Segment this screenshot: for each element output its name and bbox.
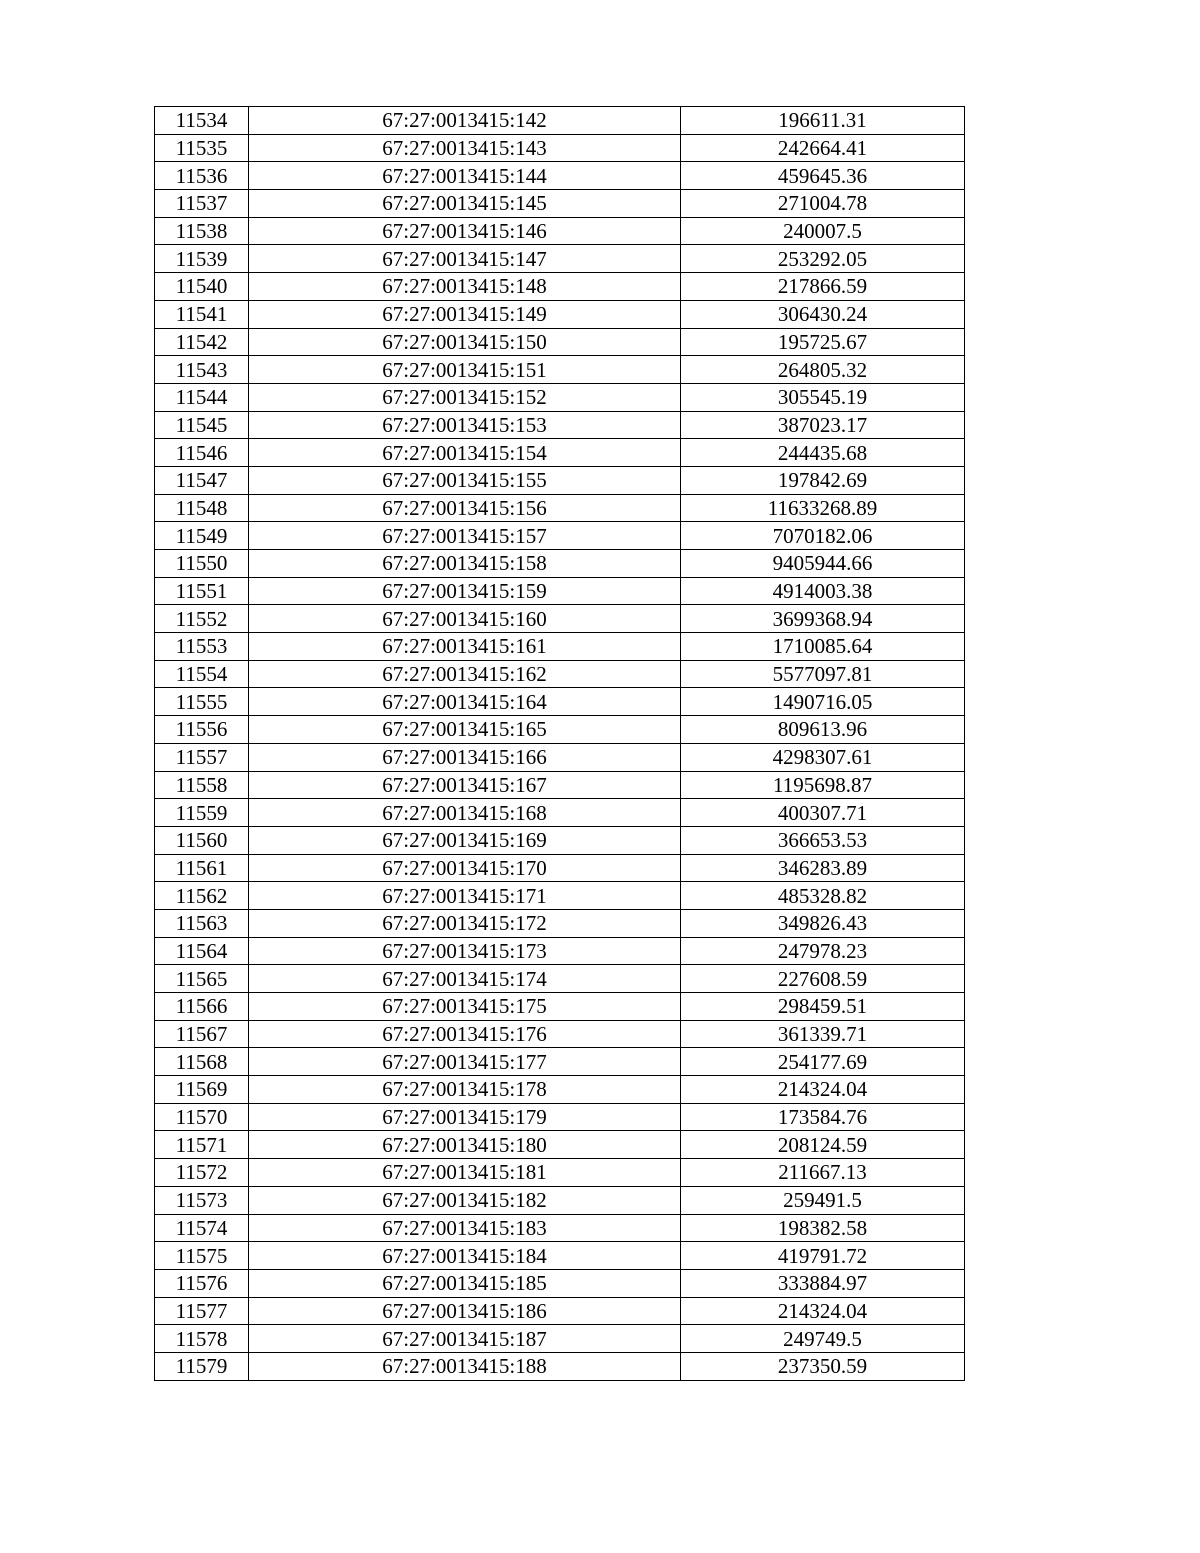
- table-row: [155, 909, 965, 937]
- cadastral-number-cell: 67:27:0013415:183: [249, 1214, 681, 1242]
- value-cell: 7070182.06: [681, 522, 965, 550]
- table-row: [155, 1076, 965, 1104]
- table-row: [155, 771, 965, 799]
- value-cell: 485328.82: [681, 882, 965, 910]
- row-number-cell: 11567: [155, 1020, 249, 1048]
- value-cell: 1710085.64: [681, 633, 965, 661]
- row-number-cell: 11569: [155, 1076, 249, 1104]
- row-number-cell: 11544: [155, 383, 249, 411]
- row-number-cell: 11540: [155, 273, 249, 301]
- table-row: [155, 439, 965, 467]
- table-row: [155, 605, 965, 633]
- table-row: [155, 799, 965, 827]
- row-number-cell: 11576: [155, 1269, 249, 1297]
- value-cell: 214324.04: [681, 1076, 965, 1104]
- cadastral-number-cell: 67:27:0013415:176: [249, 1020, 681, 1048]
- row-number-cell: 11538: [155, 217, 249, 245]
- value-cell: 9405944.66: [681, 550, 965, 578]
- cadastral-number-cell: 67:27:0013415:175: [249, 993, 681, 1021]
- value-cell: 211667.13: [681, 1159, 965, 1187]
- table-row: [155, 1131, 965, 1159]
- row-number-cell: 11568: [155, 1048, 249, 1076]
- row-number-cell: 11551: [155, 577, 249, 605]
- value-cell: 459645.36: [681, 162, 965, 190]
- row-number-cell: 11546: [155, 439, 249, 467]
- table-row: [155, 1159, 965, 1187]
- cadastral-number-cell: 67:27:0013415:164: [249, 688, 681, 716]
- row-number-cell: 11577: [155, 1297, 249, 1325]
- value-cell: 264805.32: [681, 356, 965, 384]
- cadastral-number-cell: 67:27:0013415:151: [249, 356, 681, 384]
- cadastral-number-cell: 67:27:0013415:156: [249, 494, 681, 522]
- table-row: [155, 1269, 965, 1297]
- cadastral-number-cell: 67:27:0013415:142: [249, 107, 681, 135]
- value-cell: 1195698.87: [681, 771, 965, 799]
- cadastral-number-cell: 67:27:0013415:187: [249, 1325, 681, 1353]
- cadastral-number-cell: 67:27:0013415:154: [249, 439, 681, 467]
- value-cell: 809613.96: [681, 716, 965, 744]
- table-row: [155, 134, 965, 162]
- table-row: [155, 1352, 965, 1380]
- cadastral-number-cell: 67:27:0013415:174: [249, 965, 681, 993]
- row-number-cell: 11573: [155, 1186, 249, 1214]
- table-row: [155, 162, 965, 190]
- row-number-cell: 11564: [155, 937, 249, 965]
- value-cell: 361339.71: [681, 1020, 965, 1048]
- table-row: [155, 1048, 965, 1076]
- row-number-cell: 11548: [155, 494, 249, 522]
- cadastral-number-cell: 67:27:0013415:145: [249, 190, 681, 218]
- cadastral-number-cell: 67:27:0013415:147: [249, 245, 681, 273]
- cadastral-number-cell: 67:27:0013415:152: [249, 383, 681, 411]
- row-number-cell: 11571: [155, 1131, 249, 1159]
- cadastral-number-cell: 67:27:0013415:169: [249, 826, 681, 854]
- value-cell: 419791.72: [681, 1242, 965, 1270]
- cadastral-number-cell: 67:27:0013415:148: [249, 273, 681, 301]
- value-cell: 237350.59: [681, 1352, 965, 1380]
- table-row: [155, 107, 965, 135]
- cadastral-number-cell: 67:27:0013415:167: [249, 771, 681, 799]
- cadastral-number-cell: 67:27:0013415:172: [249, 909, 681, 937]
- cadastral-number-cell: 67:27:0013415:149: [249, 300, 681, 328]
- table-row: [155, 1242, 965, 1270]
- value-cell: 259491.5: [681, 1186, 965, 1214]
- row-number-cell: 11553: [155, 633, 249, 661]
- table-row: [155, 245, 965, 273]
- table-row: [155, 383, 965, 411]
- value-cell: 400307.71: [681, 799, 965, 827]
- table-row: [155, 217, 965, 245]
- cadastral-number-cell: 67:27:0013415:165: [249, 716, 681, 744]
- table-row: [155, 494, 965, 522]
- row-number-cell: 11547: [155, 466, 249, 494]
- row-number-cell: 11563: [155, 909, 249, 937]
- row-number-cell: 11541: [155, 300, 249, 328]
- table-row: [155, 688, 965, 716]
- row-number-cell: 11570: [155, 1103, 249, 1131]
- value-cell: 242664.41: [681, 134, 965, 162]
- row-number-cell: 11565: [155, 965, 249, 993]
- value-cell: 387023.17: [681, 411, 965, 439]
- table-row: [155, 993, 965, 1021]
- table-row: [155, 965, 965, 993]
- row-number-cell: 11559: [155, 799, 249, 827]
- row-number-cell: 11560: [155, 826, 249, 854]
- value-cell: 349826.43: [681, 909, 965, 937]
- row-number-cell: 11555: [155, 688, 249, 716]
- cadastral-number-cell: 67:27:0013415:158: [249, 550, 681, 578]
- row-number-cell: 11550: [155, 550, 249, 578]
- row-number-cell: 11558: [155, 771, 249, 799]
- row-number-cell: 11572: [155, 1159, 249, 1187]
- cadastral-number-cell: 67:27:0013415:161: [249, 633, 681, 661]
- row-number-cell: 11579: [155, 1352, 249, 1380]
- cadastral-number-cell: 67:27:0013415:159: [249, 577, 681, 605]
- table-row: [155, 273, 965, 301]
- table-row: [155, 577, 965, 605]
- value-cell: 5577097.81: [681, 660, 965, 688]
- cadastral-number-cell: 67:27:0013415:188: [249, 1352, 681, 1380]
- row-number-cell: 11539: [155, 245, 249, 273]
- row-number-cell: 11537: [155, 190, 249, 218]
- cadastral-number-cell: 67:27:0013415:185: [249, 1269, 681, 1297]
- cadastral-number-cell: 67:27:0013415:144: [249, 162, 681, 190]
- table-row: [155, 522, 965, 550]
- value-cell: 254177.69: [681, 1048, 965, 1076]
- value-cell: 4298307.61: [681, 743, 965, 771]
- cadastral-number-cell: 67:27:0013415:181: [249, 1159, 681, 1187]
- table-row: [155, 826, 965, 854]
- cadastral-number-cell: 67:27:0013415:166: [249, 743, 681, 771]
- table-row: [155, 937, 965, 965]
- table-row: [155, 466, 965, 494]
- cadastral-number-cell: 67:27:0013415:160: [249, 605, 681, 633]
- table-row: [155, 411, 965, 439]
- row-number-cell: 11561: [155, 854, 249, 882]
- table-row: [155, 328, 965, 356]
- cadastral-number-cell: 67:27:0013415:173: [249, 937, 681, 965]
- row-number-cell: 11535: [155, 134, 249, 162]
- row-number-cell: 11543: [155, 356, 249, 384]
- table-row: [155, 660, 965, 688]
- table-row: [155, 190, 965, 218]
- row-number-cell: 11542: [155, 328, 249, 356]
- value-cell: 198382.58: [681, 1214, 965, 1242]
- cadastral-number-cell: 67:27:0013415:155: [249, 466, 681, 494]
- value-cell: 249749.5: [681, 1325, 965, 1353]
- value-cell: 333884.97: [681, 1269, 965, 1297]
- cadastral-number-cell: 67:27:0013415:177: [249, 1048, 681, 1076]
- row-number-cell: 11536: [155, 162, 249, 190]
- value-cell: 4914003.38: [681, 577, 965, 605]
- value-cell: 1490716.05: [681, 688, 965, 716]
- cadastral-number-cell: 67:27:0013415:184: [249, 1242, 681, 1270]
- table-row: [155, 882, 965, 910]
- cadastral-number-cell: 67:27:0013415:186: [249, 1297, 681, 1325]
- row-number-cell: 11578: [155, 1325, 249, 1353]
- table-row: [155, 550, 965, 578]
- cadastral-number-cell: 67:27:0013415:170: [249, 854, 681, 882]
- value-cell: 244435.68: [681, 439, 965, 467]
- table-row: [155, 1214, 965, 1242]
- value-cell: 195725.67: [681, 328, 965, 356]
- value-cell: 305545.19: [681, 383, 965, 411]
- table-row: [155, 633, 965, 661]
- cadastral-number-cell: 67:27:0013415:171: [249, 882, 681, 910]
- table-body: [155, 107, 965, 1381]
- row-number-cell: 11557: [155, 743, 249, 771]
- value-cell: 271004.78: [681, 190, 965, 218]
- value-cell: 173584.76: [681, 1103, 965, 1131]
- value-cell: 227608.59: [681, 965, 965, 993]
- cadastral-number-cell: 67:27:0013415:150: [249, 328, 681, 356]
- value-cell: 346283.89: [681, 854, 965, 882]
- row-number-cell: 11545: [155, 411, 249, 439]
- value-cell: 208124.59: [681, 1131, 965, 1159]
- value-cell: 247978.23: [681, 937, 965, 965]
- row-number-cell: 11566: [155, 993, 249, 1021]
- row-number-cell: 11534: [155, 107, 249, 135]
- table-row: [155, 716, 965, 744]
- row-number-cell: 11554: [155, 660, 249, 688]
- value-cell: 366653.53: [681, 826, 965, 854]
- value-cell: 197842.69: [681, 466, 965, 494]
- cadastral-number-cell: 67:27:0013415:179: [249, 1103, 681, 1131]
- table-row: [155, 1020, 965, 1048]
- table-row: [155, 1325, 965, 1353]
- table-row: [155, 854, 965, 882]
- cadastral-number-cell: 67:27:0013415:153: [249, 411, 681, 439]
- table-row: [155, 300, 965, 328]
- cadastral-value-table: [154, 106, 965, 1381]
- row-number-cell: 11562: [155, 882, 249, 910]
- row-number-cell: 11574: [155, 1214, 249, 1242]
- value-cell: 214324.04: [681, 1297, 965, 1325]
- cadastral-number-cell: 67:27:0013415:182: [249, 1186, 681, 1214]
- table-row: [155, 1297, 965, 1325]
- value-cell: 306430.24: [681, 300, 965, 328]
- cadastral-number-cell: 67:27:0013415:157: [249, 522, 681, 550]
- row-number-cell: 11556: [155, 716, 249, 744]
- cadastral-number-cell: 67:27:0013415:146: [249, 217, 681, 245]
- value-cell: 217866.59: [681, 273, 965, 301]
- table-row: [155, 1103, 965, 1131]
- table-row: [155, 1186, 965, 1214]
- cadastral-number-cell: 67:27:0013415:168: [249, 799, 681, 827]
- value-cell: 11633268.89: [681, 494, 965, 522]
- value-cell: 253292.05: [681, 245, 965, 273]
- value-cell: 196611.31: [681, 107, 965, 135]
- value-cell: 3699368.94: [681, 605, 965, 633]
- row-number-cell: 11549: [155, 522, 249, 550]
- value-cell: 298459.51: [681, 993, 965, 1021]
- cadastral-number-cell: 67:27:0013415:180: [249, 1131, 681, 1159]
- cadastral-number-cell: 67:27:0013415:178: [249, 1076, 681, 1104]
- row-number-cell: 11575: [155, 1242, 249, 1270]
- value-cell: 240007.5: [681, 217, 965, 245]
- cadastral-number-cell: 67:27:0013415:143: [249, 134, 681, 162]
- table-row: [155, 743, 965, 771]
- cadastral-number-cell: 67:27:0013415:162: [249, 660, 681, 688]
- table-row: [155, 356, 965, 384]
- row-number-cell: 11552: [155, 605, 249, 633]
